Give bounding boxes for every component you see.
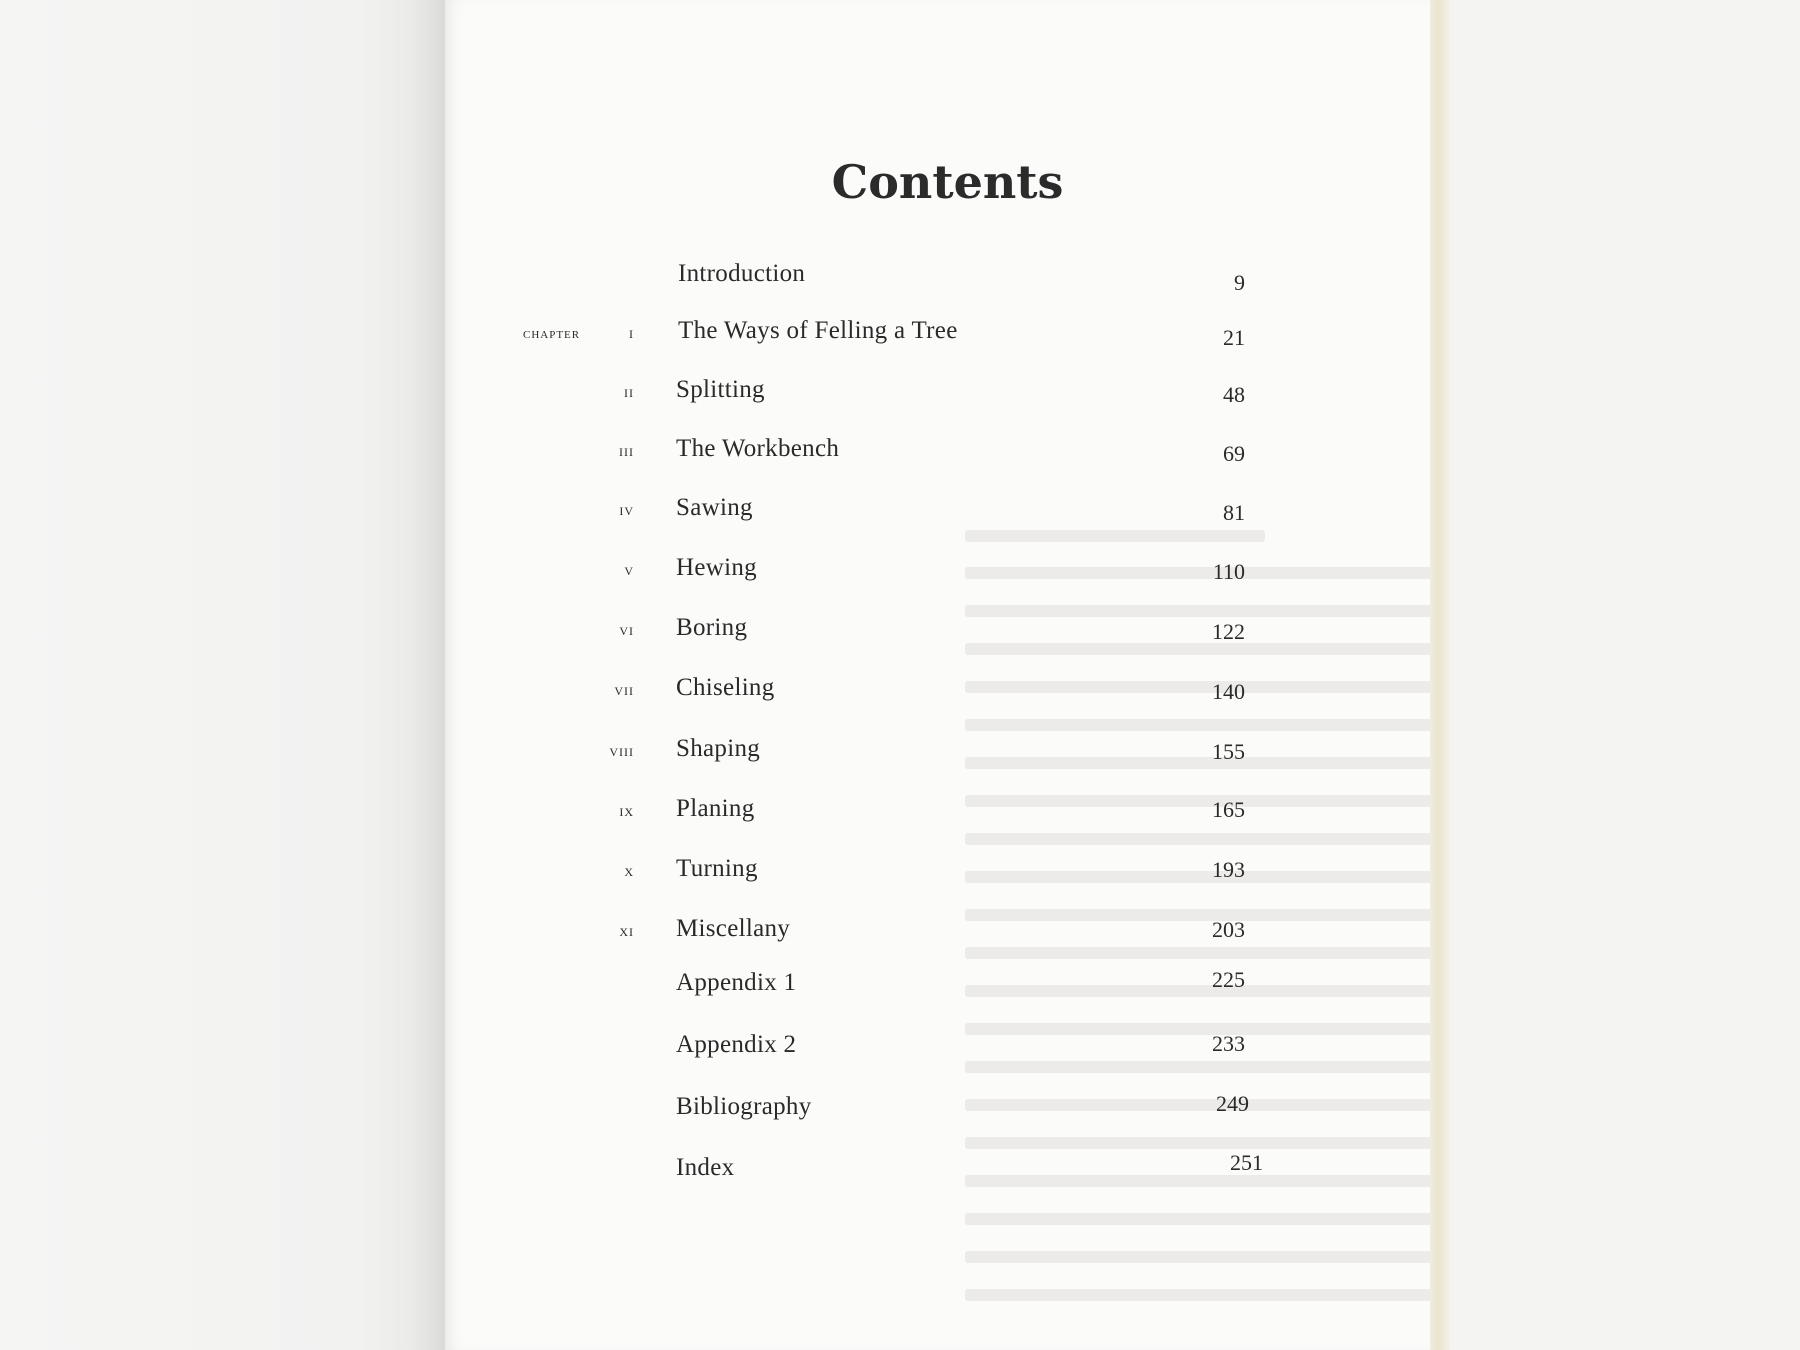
chapter-number: vi [619,620,634,639]
chapter-number: ii [624,382,634,401]
page-number: 225 [1212,967,1245,992]
toc-entry [445,433,1430,473]
chapter-number: v [624,560,634,579]
chapter-title: Appendix 2 [676,1031,797,1058]
toc-entry [445,853,1430,893]
chapter-title: Hewing [676,554,757,581]
chapter-title: Shaping [676,735,761,762]
toc-entry [445,1091,1430,1131]
chapter-number: ix [619,801,634,820]
page-number: 81 [1223,500,1245,525]
chapter-number: x [624,861,634,880]
page-number: 165 [1212,797,1245,822]
toc-entry [445,552,1430,592]
chapter-title: Chiseling [676,674,775,701]
chapter-title: Index [676,1154,735,1181]
chapter-title: Splitting [676,376,765,403]
chapter-title: Introduction [678,260,806,287]
page-number: 140 [1212,679,1245,704]
chapter-number: xi [619,921,634,940]
chapter-title: Planing [676,795,755,822]
toc-entry [445,374,1430,414]
page-number: 122 [1212,619,1245,644]
chapter-title: Appendix 1 [676,969,797,996]
page-number: 249 [1216,1091,1249,1116]
page-number: 251 [1230,1150,1263,1175]
page-number: 9 [1234,270,1245,295]
chapter-title: Sawing [676,494,753,521]
page-number: 69 [1223,441,1245,466]
page-number: 155 [1212,739,1245,764]
chapter-title: The Ways of Felling a Tree [678,317,958,344]
chapter-number: iv [619,500,634,519]
right-background [1450,0,1800,1350]
toc-entry [445,967,1430,1007]
page-title: Contents [831,155,1064,209]
chapter-title: Miscellany [676,915,791,942]
chapter-number: iii [619,441,634,460]
toc-entry [445,1152,1430,1192]
left-page [0,0,445,1350]
chapter-number: viii [609,741,634,760]
chapter-title: The Workbench [676,435,840,462]
page-edge [1430,0,1450,1350]
toc-entry [445,672,1430,712]
toc-entry [445,1029,1430,1069]
chapter-number: i [629,323,634,342]
toc-entry [445,258,1430,298]
chapter-number: vii [614,680,634,699]
page-number: 203 [1212,917,1245,942]
chapter-title: Turning [676,855,758,882]
toc-entry [445,612,1430,652]
chapter-title: Bibliography [676,1093,812,1120]
toc-entry [445,793,1430,833]
page-number: 110 [1212,559,1245,584]
toc-entry [445,733,1430,773]
toc-entry [445,315,1430,355]
toc-entry [445,913,1430,953]
toc-entry [445,492,1430,532]
page-number: 233 [1212,1031,1245,1056]
page-number: 48 [1223,382,1245,407]
chapter-title: Boring [676,614,748,641]
chapter-label: chapter [523,325,581,342]
page-number: 21 [1223,325,1245,350]
page-number: 193 [1212,857,1245,882]
